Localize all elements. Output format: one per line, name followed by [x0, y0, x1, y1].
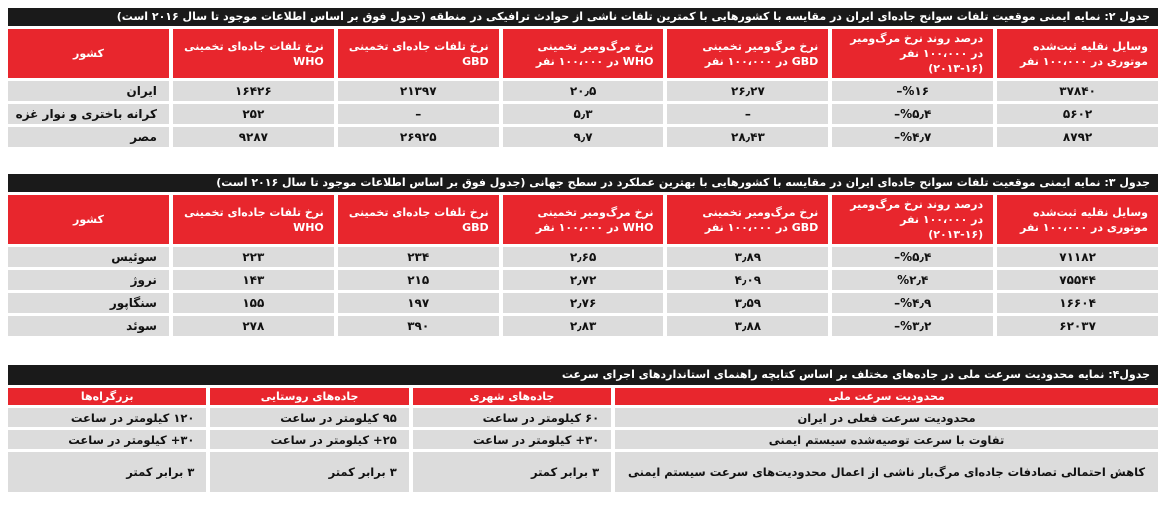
- value-cell: ۳٫۵۹: [667, 293, 828, 313]
- value-cell: %۴٫۷–: [832, 127, 993, 147]
- col-header-country: کشور: [8, 29, 169, 78]
- value-cell: ۳٫۸۹: [667, 247, 828, 267]
- table-row: [8, 293, 1158, 313]
- value-cell: ۱۶۶۰۴: [997, 293, 1158, 313]
- table-2-title: جدول ۲: نمایه ایمنی موقعیت تلفات سوانح جاده‌ای ایران در مقایسه با کشورهایی با کمترین تلفات ناشی از حوادث ترافیکی در منطقه (جدول فوق بر اساس اطلاعات موجود تا سال ۲۰۱۶ است): [8, 8, 1158, 26]
- country-cell: سوئیس: [8, 247, 169, 267]
- value-cell: ۲٫۷۶: [503, 293, 664, 313]
- country-cell: سوئد: [8, 316, 169, 336]
- col-header: نرخ تلفات جاده‌ای تخمینی WHO: [173, 195, 334, 244]
- value-cell: ۳ برابر کمتر: [8, 452, 206, 492]
- value-cell: ۵۶۰۲: [997, 104, 1158, 124]
- value-cell: ۷۵۵۴۴: [997, 270, 1158, 290]
- col-header: وسایل نقلیه ثبت‌شده موتوری در ۱۰۰،۰۰۰ نفر: [997, 195, 1158, 244]
- table-row: [8, 104, 1158, 124]
- value-cell: ۹٫۷: [503, 127, 664, 147]
- value-cell: ۲۳۴: [338, 247, 499, 267]
- value-cell: ۲۱۳۹۷: [338, 81, 499, 101]
- value-cell: –: [338, 104, 499, 124]
- value-cell: ۱۶۴۲۶: [173, 81, 334, 101]
- table-row: [8, 81, 1158, 101]
- value-cell: ۹۲۸۷: [173, 127, 334, 147]
- col-header: بزرگراه‌ها: [8, 388, 206, 405]
- value-cell: %۱۶–: [832, 81, 993, 101]
- value-cell: ۳٫۸۸: [667, 316, 828, 336]
- value-cell: %۴٫۹–: [832, 293, 993, 313]
- col-header: درصد روند نرخ مرگ‌ومیر در ۱۰۰،۰۰۰ نفر (۱۶-۲۰۱۳): [832, 195, 993, 244]
- value-cell: ۲٫۷۲: [503, 270, 664, 290]
- value-cell: ۶۰ کیلومتر در ساعت: [413, 408, 611, 427]
- country-cell: نروژ: [8, 270, 169, 290]
- value-cell: ۲۱۵: [338, 270, 499, 290]
- table-2-header-row: [8, 29, 1158, 78]
- value-cell: ۱۹۷: [338, 293, 499, 313]
- value-cell: ۲۷۸: [173, 316, 334, 336]
- table-2: [8, 8, 1158, 150]
- country-cell: سنگاپور: [8, 293, 169, 313]
- table-row: [8, 127, 1158, 147]
- value-cell: ۲۲۳: [173, 247, 334, 267]
- col-header: نرخ تلفات جاده‌ای تخمینی GBD: [338, 195, 499, 244]
- value-cell: ۲۶٫۲۷: [667, 81, 828, 101]
- value-cell: ۳۰+ کیلومتر در ساعت: [413, 430, 611, 449]
- table-3: [8, 174, 1158, 339]
- value-cell: ۳۷۸۴۰: [997, 81, 1158, 101]
- table-3-grid: [4, 192, 1162, 339]
- value-cell: %۲٫۴: [832, 270, 993, 290]
- row-label-cell: تفاوت با سرعت توصیه‌شده سیستم ایمنی: [615, 430, 1158, 449]
- table-row: [8, 270, 1158, 290]
- col-header: درصد روند نرخ مرگ‌ومیر در ۱۰۰،۰۰۰ نفر (۱۶-۲۰۱۳): [832, 29, 993, 78]
- table-row: [8, 316, 1158, 336]
- value-cell: ۳۹۰: [338, 316, 499, 336]
- value-cell: ۲۶۹۲۵: [338, 127, 499, 147]
- table-4: [8, 365, 1158, 495]
- table-4-header-row: [8, 388, 1158, 405]
- country-cell: ایران: [8, 81, 169, 101]
- value-cell: ۲۰٫۵: [503, 81, 664, 101]
- value-cell: ۴٫۰۹: [667, 270, 828, 290]
- col-header: محدودیت سرعت ملی: [615, 388, 1158, 405]
- table-4-grid: [4, 385, 1162, 495]
- country-cell: کرانه باختری و نوار غزه: [8, 104, 169, 124]
- col-header: نرخ مرگ‌ومیر تخمینی GBD در ۱۰۰،۰۰۰ نفر: [667, 29, 828, 78]
- value-cell: ۶۲۰۳۷: [997, 316, 1158, 336]
- table-4-title: جدول۴: نمایه محدودیت سرعت ملی در جاده‌های مختلف بر اساس کتابچه راهنمای استانداردهای اجرای سرعت: [8, 365, 1158, 385]
- table-3-title: جدول ۳: نمایه ایمنی موقعیت تلفات سوانح جاده‌ای ایران در مقایسه با کشورهایی با بهترین عملکرد در سطح جهانی (جدول فوق بر اساس اطلاعات موجود تا سال ۲۰۱۶ است): [8, 174, 1158, 192]
- col-header: جاده‌های شهری: [413, 388, 611, 405]
- table-2-grid: [4, 26, 1162, 150]
- value-cell: –: [667, 104, 828, 124]
- row-label-cell: محدودیت سرعت فعلی در ایران: [615, 408, 1158, 427]
- value-cell: ۱۴۳: [173, 270, 334, 290]
- value-cell: ۲۵+ کیلومتر در ساعت: [210, 430, 408, 449]
- value-cell: ۸۷۹۲: [997, 127, 1158, 147]
- col-header: وسایل نقلیه ثبت‌شده موتوری در ۱۰۰،۰۰۰ نفر: [997, 29, 1158, 78]
- value-cell: ۲۵۲: [173, 104, 334, 124]
- value-cell: ۱۵۵: [173, 293, 334, 313]
- col-header-country: کشور: [8, 195, 169, 244]
- col-header: نرخ مرگ‌ومیر تخمینی WHO در ۱۰۰،۰۰۰ نفر: [503, 195, 664, 244]
- table-row: [8, 430, 1158, 449]
- col-header: نرخ مرگ‌ومیر تخمینی WHO در ۱۰۰،۰۰۰ نفر: [503, 29, 664, 78]
- value-cell: ۳۰+ کیلومتر در ساعت: [8, 430, 206, 449]
- table-row: [8, 452, 1158, 492]
- value-cell: ۲٫۶۵: [503, 247, 664, 267]
- table-row: [8, 247, 1158, 267]
- table-3-header-row: [8, 195, 1158, 244]
- value-cell: ۳ برابر کمتر: [210, 452, 408, 492]
- value-cell: %۳٫۲–: [832, 316, 993, 336]
- col-header: نرخ تلفات جاده‌ای تخمینی GBD: [338, 29, 499, 78]
- value-cell: ۲۸٫۴۳: [667, 127, 828, 147]
- col-header: نرخ تلفات جاده‌ای تخمینی WHO: [173, 29, 334, 78]
- table-row: [8, 408, 1158, 427]
- value-cell: ۳ برابر کمتر: [413, 452, 611, 492]
- value-cell: ۱۲۰ کیلومتر در ساعت: [8, 408, 206, 427]
- country-cell: مصر: [8, 127, 169, 147]
- value-cell: %۵٫۴–: [832, 247, 993, 267]
- value-cell: ۲٫۸۳: [503, 316, 664, 336]
- row-label-cell: کاهش احتمالی تصادفات جاده‌ای مرگ‌بار ناشی از اعمال محدودیت‌های سرعت سیستم ایمنی: [615, 452, 1158, 492]
- col-header: نرخ مرگ‌ومیر تخمینی GBD در ۱۰۰،۰۰۰ نفر: [667, 195, 828, 244]
- col-header: جاده‌های روستایی: [210, 388, 408, 405]
- value-cell: ۵٫۳: [503, 104, 664, 124]
- value-cell: %۵٫۴–: [832, 104, 993, 124]
- value-cell: ۹۵ کیلومتر در ساعت: [210, 408, 408, 427]
- value-cell: ۷۱۱۸۲: [997, 247, 1158, 267]
